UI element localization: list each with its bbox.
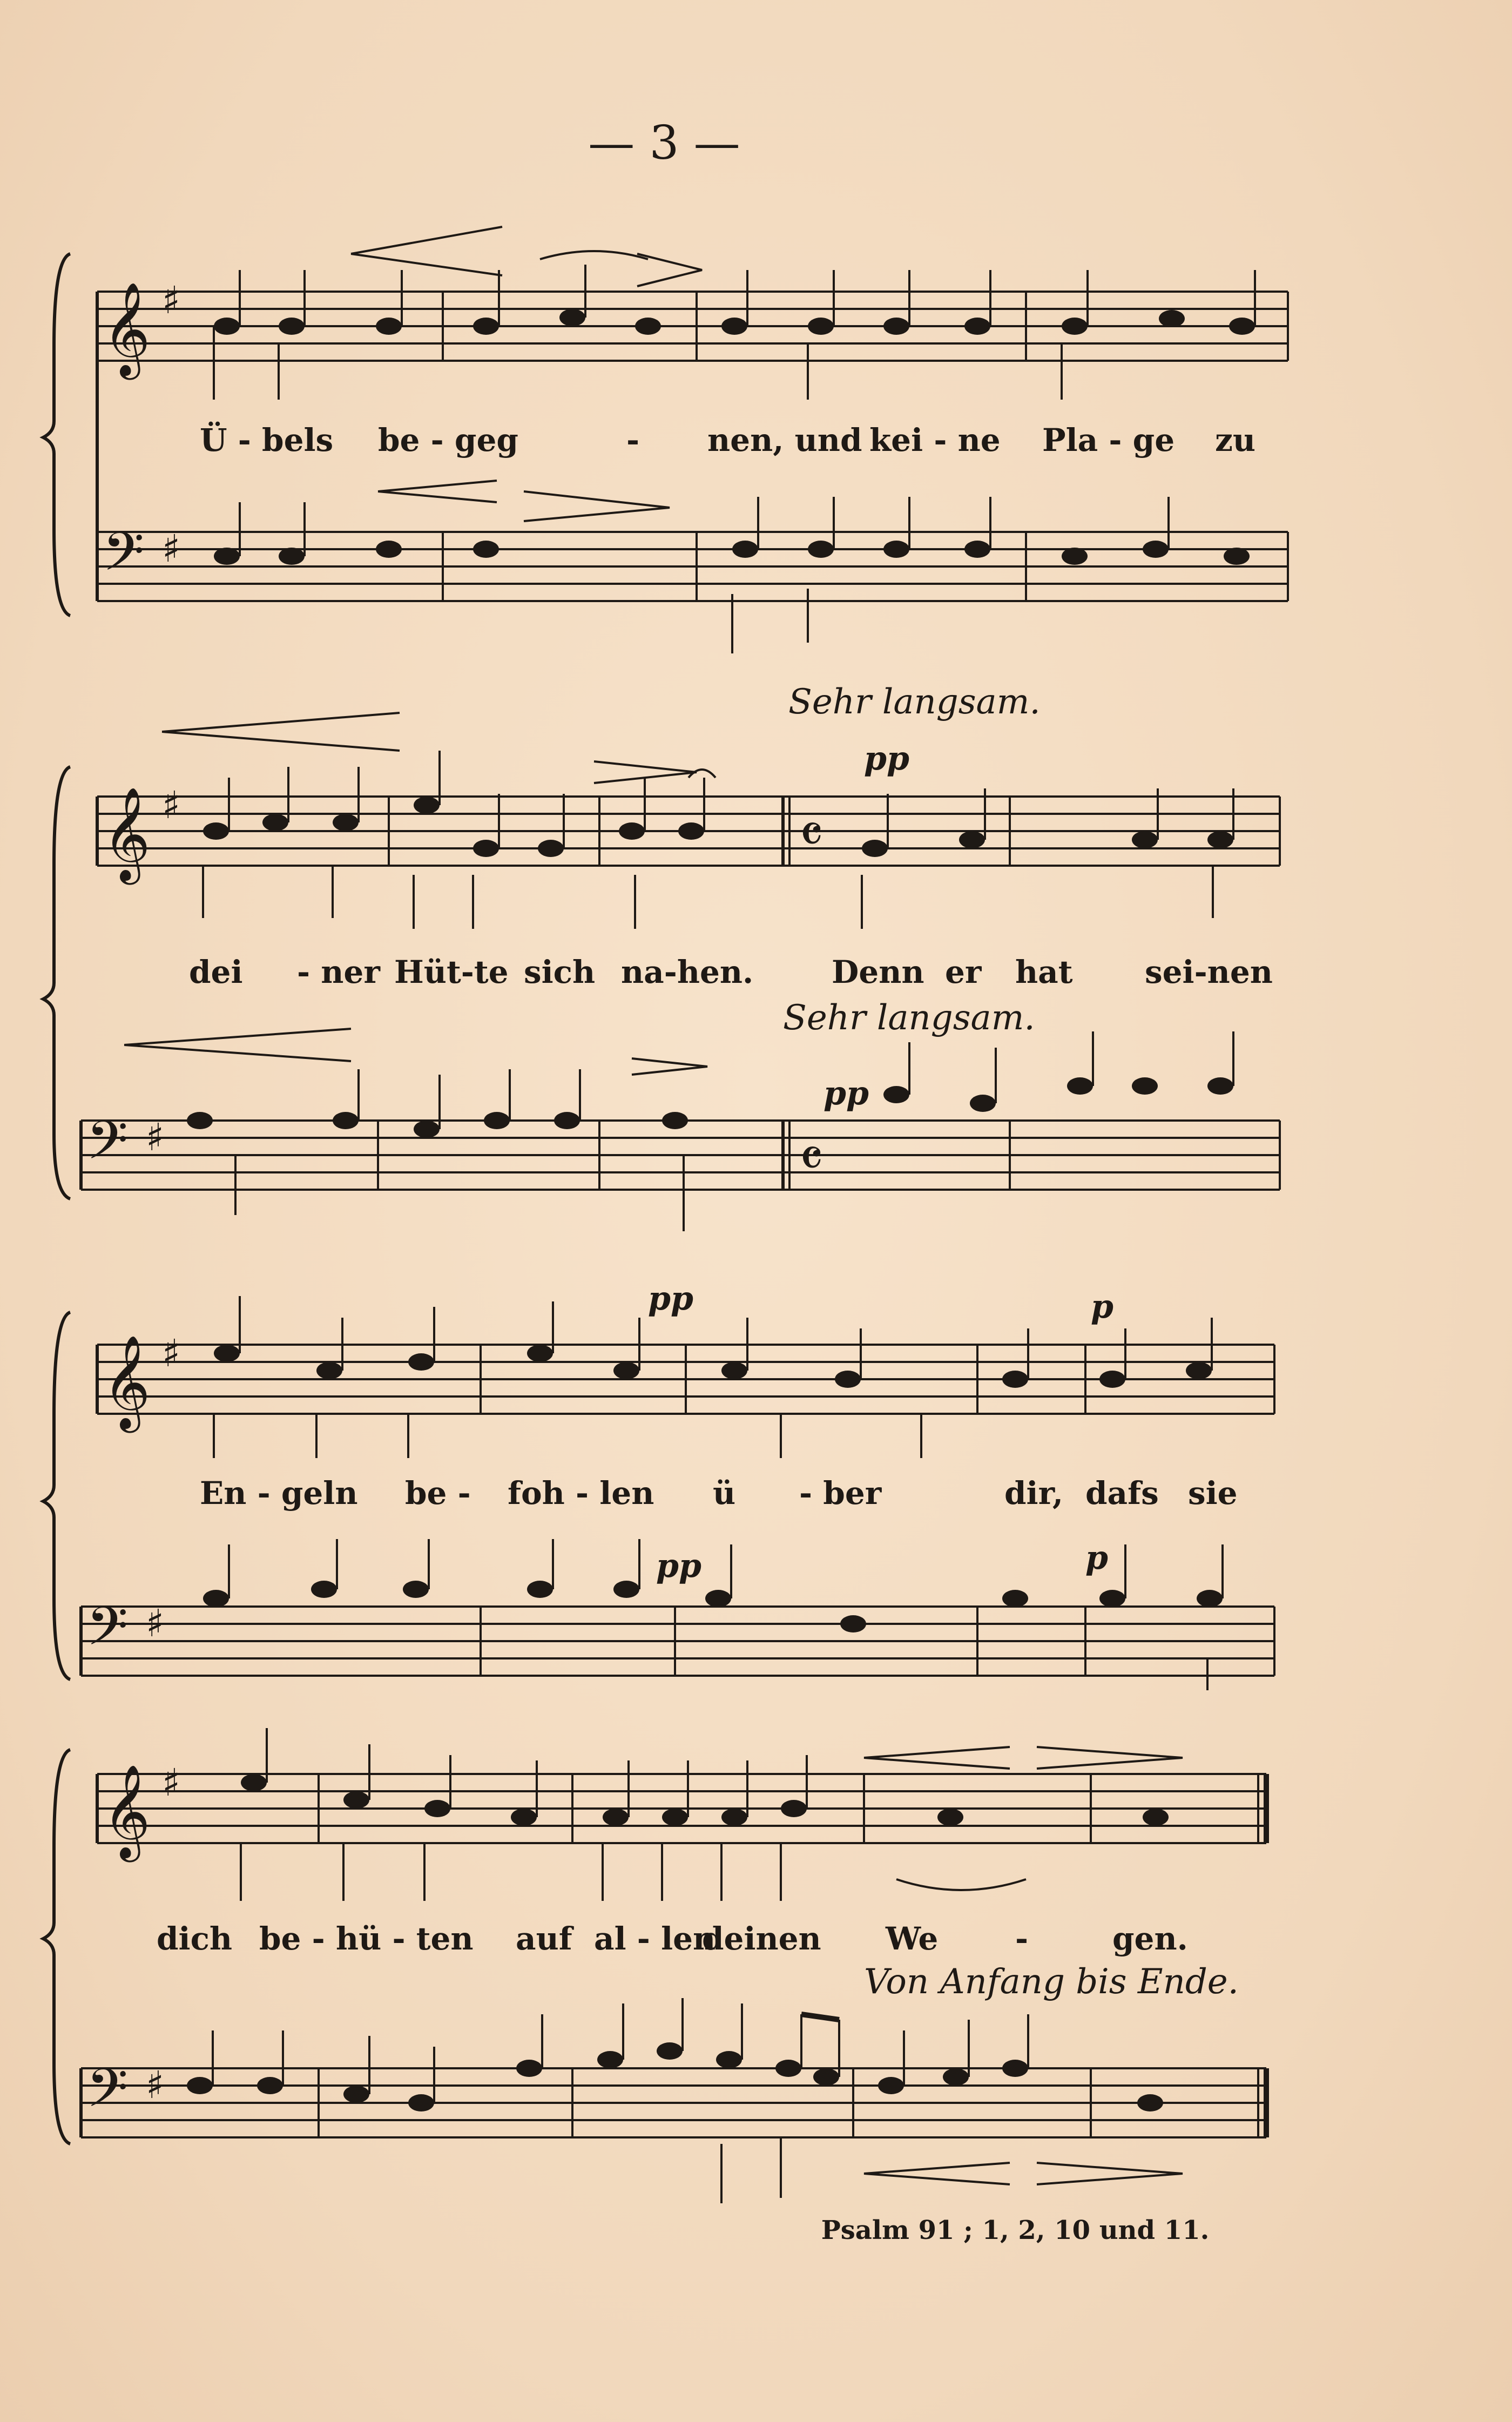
lyric-syllable: - ber	[799, 1475, 882, 1512]
lyric-syllable: kei - ne	[869, 422, 1001, 458]
lyric-syllable: Ü - bels	[200, 422, 334, 458]
lyrics-line-4	[0, 1914, 1512, 1963]
psalm-reference: Psalm 91 ; 1, 2, 10 und 11.	[821, 2215, 1210, 2245]
svg-text:𝄞: 𝄞	[103, 1764, 151, 1858]
lyric-syllable: nen, und	[707, 422, 862, 458]
lyric-syllable: -	[626, 422, 640, 458]
lyric-syllable: zu	[1215, 422, 1256, 458]
svg-text:♯: ♯	[162, 1331, 180, 1375]
lyric-syllable: Hüt-te	[394, 954, 509, 990]
svg-text:♯: ♯	[146, 1115, 164, 1159]
lyric-syllable: ü	[713, 1475, 736, 1512]
lyric-syllable: be - hü - ten	[259, 1920, 474, 1957]
lyric-syllable: - ner	[297, 954, 380, 990]
lyric-syllable: hat	[1015, 954, 1073, 990]
svg-text:𝄢: 𝄢	[86, 1110, 129, 1185]
svg-text:𝄞: 𝄞	[103, 1335, 151, 1429]
lyric-syllable: We	[886, 1920, 939, 1957]
lyric-syllable: -	[1015, 1920, 1029, 1957]
lyric-syllable: foh - len	[508, 1475, 654, 1512]
tempo-marking: Von Anfang bis Ende.	[864, 1962, 1239, 2002]
dynamic-marking: pp	[824, 1075, 869, 1112]
svg-text:𝄢: 𝄢	[86, 1596, 129, 1671]
svg-text:𝄴: 𝄴	[799, 1127, 824, 1190]
lyric-syllable: dir,	[1004, 1475, 1064, 1512]
lyric-syllable: dei	[189, 954, 243, 990]
lyric-syllable: be -	[405, 1475, 471, 1512]
lyric-syllable: deinen	[702, 1920, 821, 1957]
tempo-marking: Sehr langsam.	[783, 998, 1035, 1038]
svg-text:𝄴: 𝄴	[799, 803, 824, 866]
lyric-syllable: be - geg	[378, 422, 518, 458]
lyric-syllable: dafs	[1085, 1475, 1159, 1512]
lyric-syllable: sich	[524, 954, 596, 990]
svg-text:𝄞: 𝄞	[103, 282, 151, 376]
svg-text:♯: ♯	[162, 278, 180, 322]
dynamic-marking: p	[1085, 1539, 1108, 1577]
page-number: — 3 —	[588, 116, 740, 170]
svg-text:♯: ♯	[162, 783, 180, 827]
svg-text:𝄢: 𝄢	[103, 521, 145, 596]
lyric-syllable: al - len	[594, 1920, 716, 1957]
lyric-syllable: sei-nen	[1145, 954, 1273, 990]
lyric-syllable: Pla - ge	[1042, 422, 1175, 458]
dynamic-marking: pp	[656, 1547, 701, 1585]
lyric-syllable: gen.	[1112, 1920, 1188, 1957]
lyric-syllable: na-hen.	[621, 954, 754, 990]
svg-text:♯: ♯	[162, 1760, 180, 1805]
svg-text:♯: ♯	[162, 527, 180, 571]
svg-text:♯: ♯	[146, 2063, 164, 2107]
dynamic-marking: pp	[648, 1280, 693, 1318]
lyric-syllable: Denn	[832, 954, 924, 990]
lyric-syllable: sie	[1188, 1475, 1238, 1512]
lyric-syllable: er	[945, 954, 982, 990]
svg-text:♯: ♯	[146, 1601, 164, 1645]
tempo-marking: Sehr langsam.	[788, 682, 1041, 722]
dynamic-marking: p	[1091, 1288, 1113, 1326]
lyric-syllable: En - geln	[200, 1475, 358, 1512]
lyric-syllable: auf	[516, 1920, 572, 1957]
svg-text:𝄢: 𝄢	[86, 2057, 129, 2133]
dynamic-marking: pp	[864, 740, 909, 778]
svg-text:𝄞: 𝄞	[103, 787, 151, 881]
lyric-syllable: dich	[157, 1920, 233, 1957]
